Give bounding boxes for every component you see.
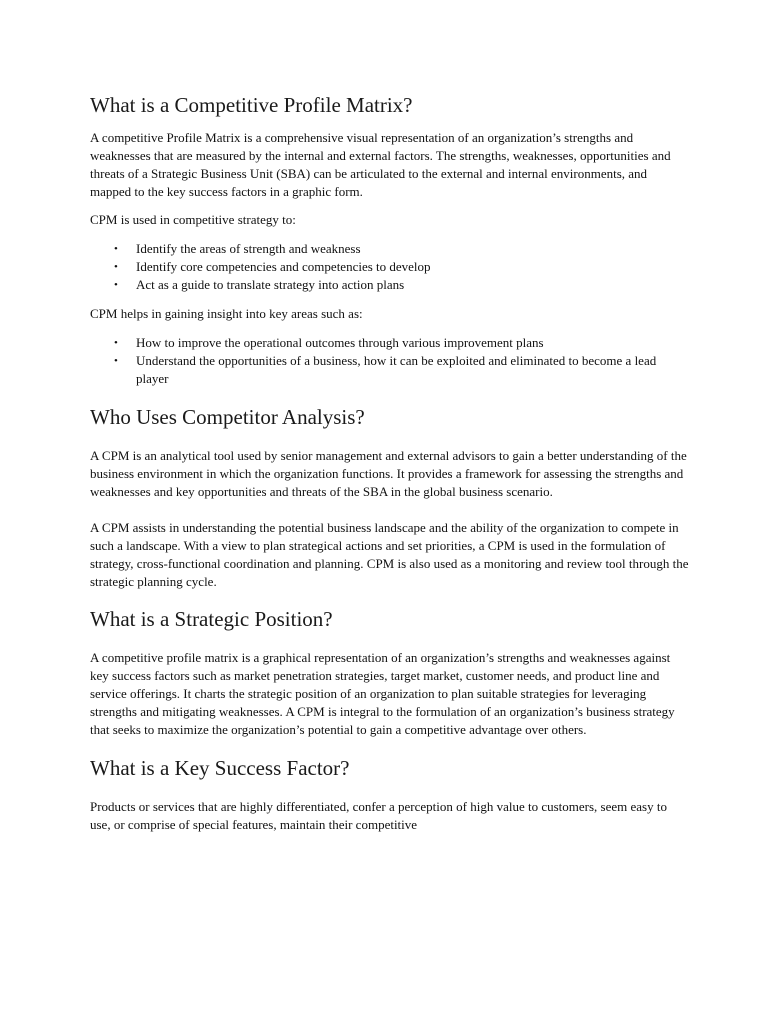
bullet-icon: • — [114, 261, 118, 273]
bullet-list-cpm-uses — [90, 240, 690, 294]
bullet-list-key-areas — [90, 334, 690, 388]
paragraph-key-success-factor: Products or services that are highly differentiated, confer a perception of high value to customers, seem easy to use, or comprise of special features, maintain their competitive — [90, 799, 667, 832]
bullet-icon: • — [114, 355, 118, 367]
list-item-text: Identify the areas of strength and weakness — [136, 241, 361, 256]
bullet-icon: • — [114, 279, 118, 291]
section-heading-cpm: What is a Competitive Profile Matrix? — [90, 93, 413, 117]
paragraph-cpm-insight: CPM helps in gaining insight into key areas such as: — [90, 306, 363, 321]
list-item — [90, 258, 690, 276]
list-item-text: Understand the opportunities of a business, how it can be exploited and eliminated to become a lead player — [136, 353, 657, 386]
paragraph-who-uses-1: A CPM is an analytical tool used by senior management and external advisors to gain a better understanding of the business environment in which the organization functions. It provides a framework for assessing the strengths and weaknesses and key opportunities and threats of the SBA in the global business scenario. — [90, 448, 687, 499]
list-item — [90, 240, 690, 258]
list-item — [90, 276, 690, 294]
bullet-icon: • — [114, 243, 118, 255]
list-item-text: Act as a guide to translate strategy into action plans — [136, 277, 405, 292]
bullet-icon: • — [114, 337, 118, 349]
paragraph-who-uses-2: A CPM assists in understanding the potential business landscape and the ability of the organization to compete in such a landscape. With a view to plan strategical actions and set priorities, a CPM is used in the formulation of strategy, cross-functional coordination and planning. CPM is also used as a monitoring and review tool through the strategic planning cycle. — [90, 520, 689, 589]
list-item-text: How to improve the operational outcomes through various improvement plans — [136, 335, 544, 350]
list-item — [90, 334, 690, 352]
list-item-text: Identify core competencies and competencies to develop — [136, 259, 431, 274]
section-heading-key-success-factor: What is a Key Success Factor? — [90, 756, 350, 780]
section-heading-strategic-position: What is a Strategic Position? — [90, 607, 333, 631]
list-item — [90, 352, 690, 388]
document-page — [90, 92, 690, 834]
paragraph-cpm-used-for: CPM is used in competitive strategy to: — [90, 212, 296, 227]
paragraph-cpm-definition: A competitive Profile Matrix is a comprehensive visual representation of an organization’s strengths and weaknesses that are measured by the internal and external factors. The strengths, weaknesses, opportunities and threats of a Strategic Business Unit (SBA) can be articulated to the external and internal environments, and mapped to the key success factors in a graphic form. — [90, 130, 671, 199]
section-heading-who-uses: Who Uses Competitor Analysis? — [90, 405, 365, 429]
paragraph-strategic-position: A competitive profile matrix is a graphical representation of an organization’s strengths and weaknesses against key success factors such as market penetration strategies, target market, customer needs, and product line and service offerings. It charts the strategic position of an organization to plan suitable strategies for leveraging strengths and mitigating weaknesses. A CPM is integral to the formulation of an organization’s business strategy that seeks to maximize the organization’s potential to gain a competitive advantage over others. — [90, 650, 675, 737]
